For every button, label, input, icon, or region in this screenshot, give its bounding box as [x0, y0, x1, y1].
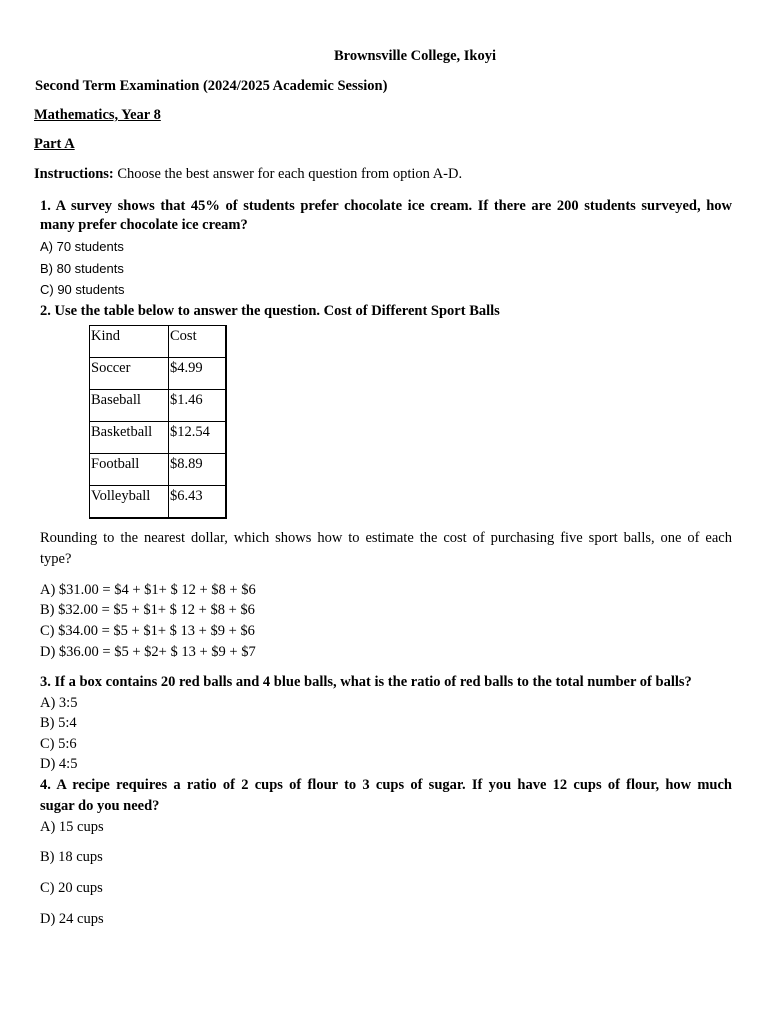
q1-option-a: A) 70 students: [40, 239, 124, 254]
instructions: [34, 165, 462, 183]
q3-option-a: A) 3:5: [40, 695, 78, 711]
table-row: [90, 390, 227, 422]
part-heading: Part A: [34, 136, 75, 152]
table-cell-kind: Basketball: [90, 422, 169, 454]
instructions-label: Instructions:: [34, 166, 114, 182]
exam-title: Second Term Examination (2024/2025 Academic Session): [35, 78, 388, 94]
q3-prompt: 3. If a box contains 20 red balls and 4 blue balls, what is the ratio of red balls to the total number of balls?: [40, 674, 692, 690]
q2-option-d: D) $36.00 = $5 + $2+ $ 13 + $9 + $7: [40, 644, 256, 660]
instructions-text: Choose the best answer for each question from option A-D.: [117, 166, 463, 182]
q3-option-b: B) 5:4: [40, 715, 77, 731]
q2-option-b: B) $32.00 = $5 + $1+ $ 12 + $8 + $6: [40, 602, 255, 618]
subject-heading: Mathematics, Year 8: [34, 107, 161, 123]
table-row: [90, 454, 227, 486]
table-row: [90, 422, 227, 454]
q3-option-d: D) 4:5: [40, 756, 78, 772]
q1-prompt-line2: many prefer chocolate ice cream?: [40, 217, 248, 233]
table-cell-cost: $4.99: [169, 358, 227, 390]
table-cell-kind: Football: [90, 454, 169, 486]
table-header-row: [90, 326, 227, 358]
table-header-cost: Cost: [169, 326, 227, 358]
table-row: [90, 358, 227, 390]
q1-option-c: C) 90 students: [40, 282, 125, 297]
q4-option-a: A) 15 cups: [40, 819, 104, 835]
table-row: [90, 486, 227, 519]
sport-balls-cost-table: [89, 325, 227, 519]
q4-prompt-line1: 4. A recipe requires a ratio of 2 cups of flour to 3 cups of sugar. If you have 12 cups of flour, how much: [40, 777, 732, 793]
table-cell-kind: Soccer: [90, 358, 169, 390]
table-header-kind: Kind: [90, 326, 169, 358]
school-name: Brownsville College, Ikoyi: [333, 48, 497, 64]
q2-question-line1: Rounding to the nearest dollar, which shows how to estimate the cost of purchasing five sport balls, one of each: [40, 530, 732, 546]
q2-option-a: A) $31.00 = $4 + $1+ $ 12 + $8 + $6: [40, 582, 256, 598]
q4-prompt-line2: sugar do you need?: [40, 798, 160, 814]
q2-option-c: C) $34.00 = $5 + $1+ $ 13 + $9 + $6: [40, 623, 255, 639]
q3-option-c: C) 5:6: [40, 736, 77, 752]
table-cell-cost: $8.89: [169, 454, 227, 486]
table-cell-cost: $1.46: [169, 390, 227, 422]
q2-question-line2: type?: [40, 551, 72, 567]
q2-prompt: 2. Use the table below to answer the question. Cost of Different Sport Balls: [40, 303, 500, 319]
q4-option-b: B) 18 cups: [40, 849, 103, 865]
table-cell-kind: Volleyball: [90, 486, 169, 519]
table-cell-kind: Baseball: [90, 390, 169, 422]
q4-option-d: D) 24 cups: [40, 911, 104, 927]
q1-prompt-line1: 1. A survey shows that 45% of students prefer chocolate ice cream. If there are 200 students surveyed, how: [40, 198, 732, 214]
q1-option-b: B) 80 students: [40, 261, 124, 276]
q4-option-c: C) 20 cups: [40, 880, 103, 896]
table-cell-cost: $6.43: [169, 486, 227, 519]
table-cell-cost: $12.54: [169, 422, 227, 454]
